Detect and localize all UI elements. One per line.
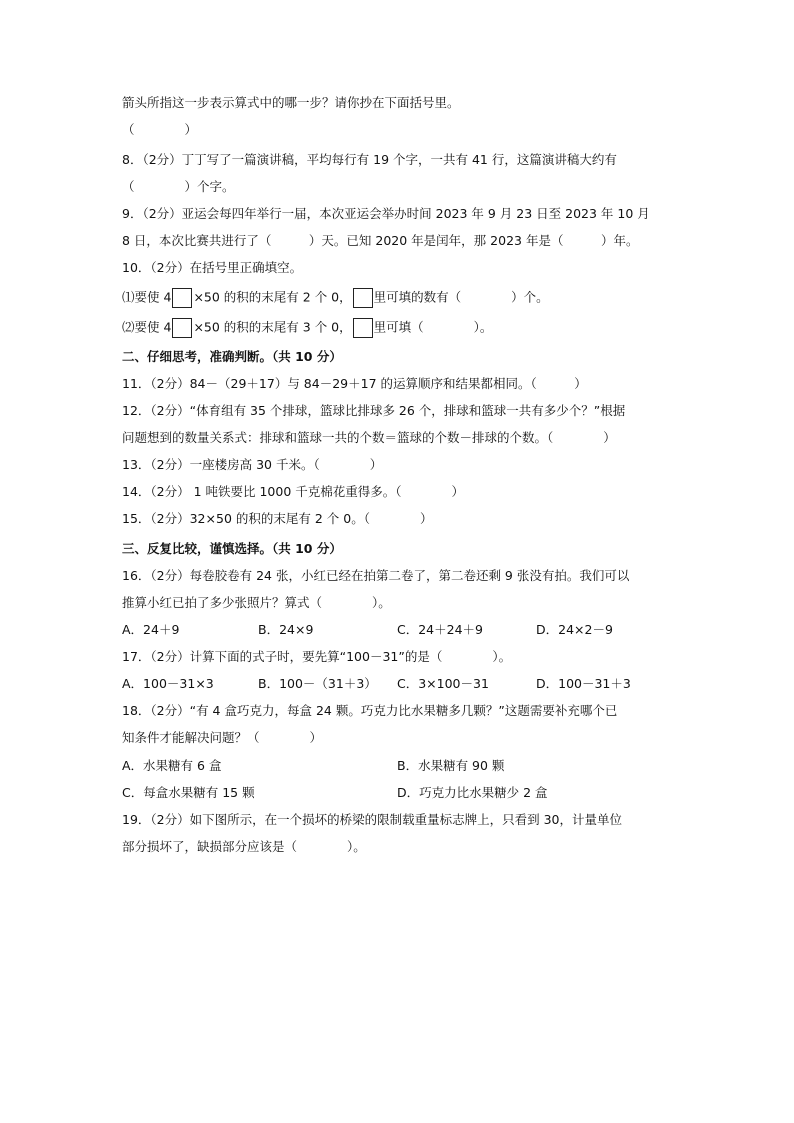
q17-option-c: C．3×100－31 <box>397 676 489 691</box>
q10-2-suffix: 里可填（ ）。 <box>373 319 493 335</box>
q10-1-suffix: 里可填的数有（ ）个。 <box>373 289 549 305</box>
question-12-line-2: 问题想到的数量关系式：排球和篮球一共的个数＝篮球的个数－排球的个数。（ ） <box>122 430 616 445</box>
blank-box <box>353 288 373 308</box>
question-10-title: 10．（2分）在括号里正确填空。 <box>122 260 303 275</box>
q18-option-c: C．每盒水果糖有 15 颗 <box>122 785 255 800</box>
q16-option-b: B．24×9 <box>258 622 314 637</box>
blank-box <box>172 318 192 338</box>
question-9-line-1: 9．（2分）亚运会每四年举行一届，本次亚运会举办时间 2023 年 9 月 23 日至 2023 年 10 月 <box>122 206 650 221</box>
q10-1-prefix: ⑴要使 4 <box>122 289 172 305</box>
question-16-line-1: 16．（2分）每卷胶卷有 24 张，小红已经在拍第二卷了，第二卷还剩 9 张没有拍。我们可以 <box>122 568 630 583</box>
question-19-line-2: 部分损坏了，缺损部分应该是（ ）。 <box>122 839 366 854</box>
q18-option-a: A．水果糖有 6 盒 <box>122 758 222 773</box>
question-19-line-1: 19．（2分）如下图所示，在一个损坏的桥梁的限制载重量标志牌上，只看到 30，计量单位 <box>122 812 622 827</box>
q17-option-d: D．100－31＋3 <box>536 676 631 691</box>
question-13: 13．（2分）一座楼房高 30 千米。（ ） <box>122 457 383 472</box>
question-7-text: 箭头所指这一步表示算式中的哪一步？请你抄在下面括号里。 <box>122 95 460 110</box>
q18-option-d: D．巧克力比水果糖少 2 盒 <box>397 785 548 800</box>
question-10-part-1 <box>122 288 549 308</box>
q10-2-prefix: ⑵要使 4 <box>122 319 172 335</box>
section-3-heading: 三、反复比较，谨慎选择。（共 10 分） <box>122 541 342 556</box>
q16-option-a: A．24＋9 <box>122 622 180 637</box>
q17-option-a: A．100－31×3 <box>122 676 214 691</box>
section-2-heading: 二、仔细思考，准确判断。（共 10 分） <box>122 349 342 364</box>
q16-option-d: D．24×2－9 <box>536 622 613 637</box>
question-18-line-2: 知条件才能解决问题？（ ） <box>122 730 323 745</box>
blank-box <box>172 288 192 308</box>
question-8-line-2: （ ）个字。 <box>122 179 235 194</box>
question-12-line-1: 12．（2分）“体育组有 35 个排球，篮球比排球多 26 个，排球和篮球一共有多少个？”根据 <box>122 403 626 418</box>
q18-option-b: B．水果糖有 90 颗 <box>397 758 505 773</box>
question-14: 14．（2分） 1 吨铁要比 1000 千克棉花重得多。（ ） <box>122 484 465 499</box>
question-18-line-1: 18．（2分）“有 4 盒巧克力，每盒 24 颗。巧克力比水果糖多几颗？”这题需要补充哪个已 <box>122 703 618 718</box>
question-16-line-2: 推算小红已拍了多少张照片？算式（ ）。 <box>122 595 391 610</box>
question-17: 17．（2分）计算下面的式子时，要先算“100－31”的是（ ）。 <box>122 649 512 664</box>
q16-option-c: C．24＋24＋9 <box>397 622 483 637</box>
question-8-line-1: 8．（2分）丁丁写了一篇演讲稿，平均每行有 19 个字，一共有 41 行，这篇演讲稿大约有 <box>122 152 617 167</box>
q17-option-b: B．100－（31＋3） <box>258 676 377 691</box>
question-7-answer-blank: （ ） <box>122 122 198 137</box>
question-9-line-2: 8 日，本次比赛共进行了（ ）天。已知 2020 年是闰年，那 2023 年是（ ）年。 <box>122 233 639 248</box>
question-15: 15．（2分）32×50 的积的末尾有 2 个 0。（ ） <box>122 511 433 526</box>
q10-1-middle: ×50 的积的末尾有 2 个 0， <box>193 289 352 305</box>
q10-2-middle: ×50 的积的末尾有 3 个 0， <box>193 319 352 335</box>
question-11: 11．（2分）84－（29＋17）与 84－29＋17 的运算顺序和结果都相同。（ ） <box>122 376 587 391</box>
question-10-part-2 <box>122 318 492 338</box>
blank-box <box>353 318 373 338</box>
